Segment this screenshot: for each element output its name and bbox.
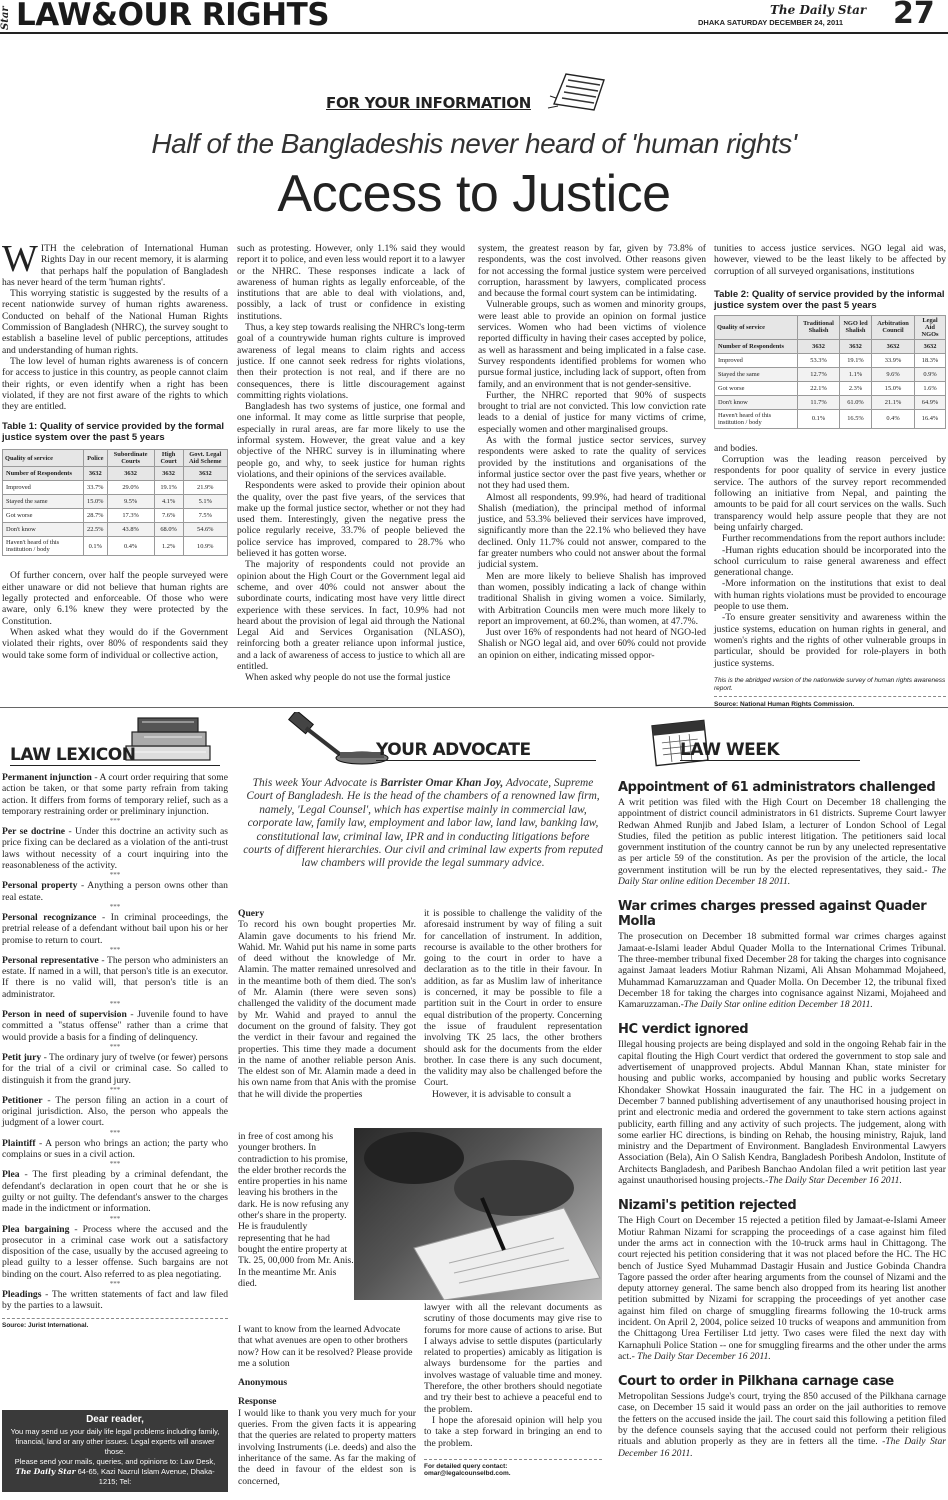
paragraph: When asked why people do not use the formal justice	[245, 672, 451, 684]
separator: ***	[109, 817, 121, 826]
news-headline: HC verdict ignored	[618, 1022, 749, 1038]
table2-caption: Table 2: Quality of service provided by the informal justice system over the past 5 years	[714, 288, 945, 311]
table-header-row: Quality of service Traditional Shalish NGO led Shalish Arbitration Council Legal Aid NGOs	[715, 315, 946, 339]
separator: ***	[109, 1042, 121, 1051]
newspaper-icon	[546, 66, 612, 112]
separator: ***	[109, 1000, 121, 1009]
paragraph: it is possible to challenge the validity of the aforesaid instrument by way of filing a suit for cancellation of instrument. In addition, recourse is available to the other brothers for going to the court in order to have a declaration as to the title in their favour. In addition, as far as Muslim law of inheritance is concerned, it may be possible to file a partition suit in the Court in order to ensure equal distribution of the property. Concerning the issue of fraudulent representation involving TK 25 lacs, the other brothers should ask for the documents from the elder brother. In case there is any such document, the validity may also be challenged before the Court.	[424, 908, 602, 1089]
feature-column-4	[714, 243, 946, 708]
dateline: DHAKA SATURDAY DECEMBER 24, 2011	[698, 18, 844, 27]
paragraph: However, it is advisable to consult a	[432, 1088, 571, 1100]
lexicon-entry: Personal property - Anything a person owns other than real estate.	[2, 880, 228, 903]
masthead	[0, 0, 948, 34]
feature-column-2	[237, 243, 465, 684]
advocate-column-1	[238, 908, 416, 1100]
section-divider	[0, 707, 948, 708]
separator: ***	[109, 1214, 121, 1223]
paragraph: I hope the aforesaid opinion will help you to take a step forward in bringing an end to the problem.	[424, 1414, 602, 1449]
lexicon-entry: Plaintiff - A person who brings an action; the party who complains or sues in a civil action.	[2, 1137, 228, 1161]
paragraph: Just over 16% of respondents had not heard of NGO-led Shalish or NGO legal aid, and over 60% could not provide an opinion on either, indicating missed oppor-	[478, 627, 706, 661]
paragraph: system, the greatest reason by far, given by 73.8% of respondents, was the cost involved. Other reasons given for not accessing the formal justice system were perceived corruption, harassment by lawyers, complicated process and because the formal court system can be intimidating.	[478, 243, 706, 300]
separator: ***	[109, 871, 121, 880]
lexicon-entry: Personal representative - The person who administers an estate. If named in a will, that person's title is an executor. If there is no valid will, that person's title is an administrator.	[2, 954, 228, 1000]
news-item	[618, 1022, 946, 1186]
reader-box-address: The Daily Star 64-65, Kazi Nazrul Islam Avenue, Dhaka-1215; Tel:	[15, 1467, 215, 1486]
table-row: Improved 53.3% 19.1% 33.9% 18.3%	[715, 353, 946, 367]
contact-label: For detailed query contact:	[424, 1459, 602, 1470]
table1	[2, 449, 228, 556]
news-item	[618, 780, 946, 887]
lexicon-entry: Plea bargaining - Process where the accused and the prosecutor in a criminal case work out a satisfactory disposition of the case, usually by the accused agreeing to plead guilty to a lesser offense. Such bargains are not binding on the court. Also referred to as plea negotiating.	[2, 1223, 228, 1280]
advocate-title: YOUR ADVOCATE	[376, 740, 596, 761]
lawweek-title: LAW WEEK	[680, 740, 860, 761]
headline: Access to Justice	[277, 165, 671, 223]
source-line: Source: National Human Rights Commission.	[714, 700, 855, 708]
advocate-column-1b	[238, 1131, 354, 1289]
paragraph: The low level of human rights awareness is of concern for access to justice in this country, as people cannot claim their rights, or even identify when a right has been violated, if they are not first aware of the rights to which they are entitled.	[2, 355, 228, 413]
paragraph: I would like to thank you very much for your queries. From the given facts it is appearing that the queries are related to property matters involving Instruments (i.e. deeds) and also the inheritance of the same. As far the making of the deed in favour of the eldest son is concerned,	[238, 1407, 416, 1487]
paper-name: The Daily Star	[770, 3, 867, 17]
dropcap: W	[2, 238, 38, 280]
paragraph: in free of cost among his younger brothers. In contradiction to his promise, the elder brother records the entire properties in his name leaving his brothers in the dark. He is now refusing any other's share in the property. He is fraudulently representing that he had bought the entire property at Tk. 25, 00,000 from Mr. Anis. In the meantime Mr. Anis died.	[238, 1131, 354, 1289]
separator: ***	[109, 1128, 121, 1137]
news-headline: Court to order in Pilkhana carnage case	[618, 1374, 894, 1390]
table-row: Don't know 11.7% 61.0% 21.1% 64.9%	[715, 395, 946, 409]
paragraph: -Human rights education should be incorporated into the school curriculum to raise general awareness and effect generational change.	[714, 544, 946, 579]
table2	[714, 315, 946, 429]
table-row: Improved 33.7% 29.0% 19.1% 21.9%	[3, 481, 228, 495]
advocate-column-2	[424, 908, 602, 1100]
news-item	[618, 1374, 946, 1459]
feature-column-1	[2, 238, 228, 661]
news-body: Illegal housing projects are being displayed and sold in the ongoing Rehab fair in the capital flouting the High Court verdict that ordered the government to stop sale and advertisement of unapproved projects. Abdul Mannan Khan, state minister for housing and public works, accompanied by housing and public works Secretary Khondaker Showkat Hossain inaugurated the fair. The HC in a judgement on December 7 banned publishing advertisement of any unauthorised housing project in print and electronic media and ordered the government to take stern actions against publicity, earth filling and any activity of such projects. The judgement, along with some earlier HC directions, is binding on Rehab, the housing ministry, Rajuk, land ministry and the Department of Environment. Bangladesh Environmental Lawyers Association (Bela), Ain O Salish Kendra, Bangladesh Poribesh Andolon, Institute of Architects Bangladesh, and Paribesh Banchao Andolan filed a writ petition last year against unauthorised housing projects.-The Daily Star December 16 2011.	[618, 1039, 946, 1187]
news-headline: Nizami's petition rejected	[618, 1198, 797, 1214]
contact-email: omar@legalcounselbd.com.	[424, 1469, 511, 1477]
deck: Half of the Bangladeshis never heard of 'human rights'	[151, 128, 797, 159]
news-body: The High Court on December 15 rejected a petition filed by Jamaat-e-Islami Ameer Motiur Rahman Nizami for scrapping the proceedings of a case against him filed under the arms act in connection with the 10-truck arms haul in Chittagong. The court rejected his petition considering that it was not placed before the HC. The HC bench of Justice Syed Muhammad Dastagir Husain and Justice Gobinda Chandra Tagore passed the order after hearing arguments from the counsel of Nizami and the deputy attorney general. The same bench also dropped from its hearing list another petition submitted by Nizami for scrapping the proceedings of yet another case against him filed on charge of smuggling firearms following the 10-truck arms incident. On April 2, 2004, police seized 10 trucks of weapons and ammunition from the Chittagong Urea Fertiliser Ltd jetty. Two cases were filed the next day with Karnaphuli Police Station -- one for smuggling firearms and the other under the arms act.- The Daily Star December 16 2011.	[618, 1215, 946, 1362]
lexicon-entry: Personal recognizance - In criminal proceedings, the pretrial release of a defendant without bail upon his or her promise to return to court.	[2, 911, 228, 946]
advocate-column-1c	[238, 1324, 416, 1487]
paragraph: and bodies.	[714, 442, 758, 454]
paragraph: lawyer with all the relevant documents as scrutiny of those documents may give rise to forums for more cause of actions to arise. But I always advise to settle disputes (particularly related to properties) amicably as litigation is always burdensome for the parties and involves wastage of valuable time and money. Therefore, the other brothers should negotiate and try their best to achieve a peaceful end to the problem.	[424, 1302, 602, 1415]
news-item	[618, 899, 946, 1010]
paragraph: Further, the NHRC reported that 90% of suspects brought to trial are not convicted. This low conviction rate leads to a denial of justice for many victims of crime, especially women and other marginalised groups.	[478, 389, 706, 435]
star-vertical-logo: Star	[0, 6, 11, 30]
paragraph: Men are more likely to believe Shalish has improved than women, possibly indicating a lack of change within traditional Shalish in giving women a voice. Similarly, with Arbitration Councils men were much more likely to report an improvement, at 60.2%, than women, at 47.7%.	[478, 570, 706, 627]
table-row: Number of Respondents 3632 3632 3632 3632	[715, 339, 946, 353]
table-row: Haven't heard of this institution / body 0.1% 16.5% 0.4% 16.4%	[715, 409, 946, 428]
lexicon-column	[2, 772, 228, 1329]
lexicon-title: LAW LEXICON	[10, 745, 220, 766]
lexicon-entry: Petitioner - The person filing an action in a court of original jurisdiction. Also, the person who appeals the judgment of a lower court.	[2, 1094, 228, 1129]
separator: ***	[109, 1085, 121, 1094]
paragraph: To record his own bought properties Mr. Alamin gave documents to his friend Mr. Wahid. Mr. Wahid put his name in some parts of deed without the knowledge of Mr. Alamin. The matter remained unresolved and in the meantime both of them died. The son's of Mr. Alamin (there were seven sons) challenged the validity of the document made by Mr. Wahid and prayed to annul the document on the ground of falsity. They got the verdict in their favour and regained the properties. This time they made a document in the name of another reliable person Anis. The eldest son of Mr. Alamin made a deed in his own name from that Anis with the promise that he will divide the properties	[238, 919, 416, 1100]
paragraph: Bangladesh has two systems of justice, one formal and one informal. It may come as little surprise that people, especially in rural areas, are far more likely to use the informal system. However, the great value and a key objective of the NHRC survey is in illuminating where people go, and why, to seek justice for human rights violations, and their opinions of the services available.	[237, 401, 465, 480]
paragraph: such as protesting. However, only 1.1% said they would report it to police, and even less would report it to a lawyer or the NHRC. These responses indicate a lack of awareness of human rights as legally enforceable, of the institutions that are able to deal with violations, and, possibly, a lack of trust or confidence in existing institutions.	[237, 243, 465, 322]
advocate-intro: This week Your Advocate is Barrister Omar Khan Joy, Advocate, Supreme Court of Bangladesh. He is the head of the chambers of a renowned law firm, namely, 'Legal Counsel', which has expertise mainly in commercial law, corporate law, family law, employment and labor law, land law, banking law, constitutional law, criminal law, IPR and in conducting litigations before courts of different hierarchies. Our civil and criminal law experts from reputed law chambers will provide the legal summary advice.	[243, 777, 603, 870]
signing-photo	[354, 1128, 602, 1300]
separator: ***	[109, 945, 121, 954]
news-body: Metropolitan Sessions Judge's court, trying the 850 accused of the Pilkhana carnage case, on December 15 said it would pass an order on the jail authorities to remove the fetters on the accused inside the jail. The court said this following a petition filed by the defence counsels saying that the accused could not perform their religious rituals and ablution properly as they are in fetters all the time. -The Daily Star December 16 2011.	[618, 1391, 946, 1459]
news-item	[618, 1198, 946, 1362]
table-row: Stayed the same 12.7% 1.1% 9.6% 0.9%	[715, 367, 946, 381]
query-label: Query	[238, 908, 265, 919]
separator: ***	[109, 902, 121, 911]
paragraph: As with the formal justice sector services, survey respondents were asked to rate the quality of services provided by the institutions and organisations of the informal justice sector over the past five years, whether or not they had used them.	[478, 435, 706, 492]
paragraph: Respondents were asked to provide their opinion about the quality, over the past five years, of the services that make up the formal justice sector, whether or not they had used them. Interestingly, given the negative press the police regularly receive, 33.7% of people believed the police service has improved, compared to 28.7% who believed it has gotten worse.	[237, 480, 465, 560]
paragraph: I want to know from the learned Advocate that what avenues are open to other brothers now? How can it be resolved? Please provide me a solution	[238, 1324, 413, 1369]
lexicon-entry: Pleadings - The written statements of fact and law filed by the parties to a lawsuit.	[2, 1288, 228, 1312]
paragraph: The majority of respondents could not provide an opinion about the High Court or the Government legal aid scheme, and over 40% could not answer about the subordinate courts, indicating most have very little direct experience with these services. In fact, 10.9% had not heard about the provision of legal aid through the National Legal Aid and Services Organisation (NLASO), reinforcing both a greater reliance upon informal justice, and a lack of awareness of access to justice to which all are entitled.	[237, 559, 465, 672]
lexicon-entry: Permanent injunction - A court order requiring that some action be taken, or that some party refrain from taking action. It differs from forms of temporary relief, such as a temporary restraining order or preliminary injunction.	[2, 772, 228, 817]
advocate-column-2b	[424, 1302, 602, 1477]
lexicon-entry: Plea - The first pleading by a criminal defendant, the defendant's declaration in open court that he or she is guilty or not guilty. The defendant's answer to the charges made in the indictment or information.	[2, 1169, 228, 1215]
lexicon-entry: Person in need of supervision - Juvenile found to have committed a "status offense" rather than a crime that would provide a basis for a finding of delinquency.	[2, 1009, 228, 1043]
survey-note: This is the abridged version of the nationwide survey of human rights awareness report.	[714, 677, 946, 697]
paragraph: When asked what they would do if the Government violated their rights, over 80% of respondents said they would take some form of individual or collective action,	[2, 626, 228, 661]
paragraph: tunities to access justice services. NGO legal aid was, however, viewed to be the least likely to be affected by corruption of all surveyed organisations, institutions	[714, 243, 946, 277]
lexicon-source: Source: Jurist International.	[2, 1318, 228, 1329]
reader-box	[2, 1410, 228, 1492]
page-number: 27	[893, 0, 935, 31]
response-label: Response	[238, 1396, 277, 1408]
table-header-row: Quality of service Police Subordinate Courts High Court Govt. Legal Aid Scheme	[3, 450, 228, 467]
news-body: A writ petition was filed with the High Court on December 18 challenging the appointment of district council administrators in 61 districts. Supreme Court lawyer Redwan Ahmed Runjib and Jabed Islam, a lecturer of London School of Legal Studies, filed the petition as public interest litigation. The petitioners said local government institution of the country cannot be run by any unelected representative as per article 59 of the constitution. As per the provision of the article, the local government institution will be run by the elected representatives, they said.- The Daily Star online edition December 18 2011.	[618, 797, 946, 888]
table-row: Stayed the same 15.0% 9.5% 4.1% 5.1%	[3, 495, 228, 509]
news-headline: Appointment of 61 administrators challenged	[618, 780, 936, 795]
table-row: Haven't heard of this institution / body 0.1% 0.4% 1.2% 10.9%	[3, 537, 228, 556]
separator: ***	[109, 1160, 121, 1169]
news-body: The prosecution on December 18 submitted formal war crimes charges against Jamaat-e-Islami leader Abdul Quader Molla to the International Crimes Tribunal. The three-member tribunal fixed December 28 for taking the charges into cognisance against Jamaat leaders Motiur Rahman Nizami, Ali Ahsan Mohammad Mojaheed, Muhammad Kamaruzzaman and Quader Molla. On December 12, the tribunal fixed December 18 for taking the charges into cognisance against Nizami, Mojaheed and Kamaruzzaman.-The Daily Star online edition December 18 2011.	[618, 931, 946, 1011]
reader-box-title: Dear reader,	[86, 1414, 144, 1425]
table-row: Got worse 22.1% 2.3% 15.0% 1.6%	[715, 381, 946, 395]
feature-column-3	[478, 243, 706, 661]
kicker: FOR YOUR INFORMATION	[326, 94, 531, 112]
table-row: Don't know 22.5% 43.8% 68.0% 54.6%	[3, 523, 228, 537]
paragraph: Thus, a key step towards realising the NHRC's long-term goal of a countrywide human rights culture is improved awareness of legal means to claim rights and access justice. If one cannot seek redress for rights violations, then their protection is not real, and if there are no consequences, there is little discouragement against committing rights violations.	[237, 322, 465, 401]
news-headline: War crimes charges pressed against Quader Molla	[618, 899, 927, 930]
table-row: Got worse 28.7% 17.3% 7.6% 7.5%	[3, 509, 228, 523]
separator: ***	[109, 1279, 121, 1288]
table-row: Number of Respondents 3632 3632 3632 3632	[3, 467, 228, 481]
paragraph: This worrying statistic is suggested by the results of a recent nationwide survey of human rights awareness. Conducted on behalf of the National Human Rights Commission of Bangladesh (NHRC), the survey sought to establish a baseline level of public perceptions, attitudes and understanding of human rights.	[2, 288, 228, 356]
paragraph: Vulnerable groups, such as women and minority groups, were least able to provide an opinion on formal justice services. Women who had been victims of violence reported difficulty in having their cases accepted by police, as well as harassment and being implicated in a false case. Survey respondents identified problems for women who pursue formal justice, including lack of support, often from family, and an environment that is not gender-sensitive.	[478, 299, 706, 390]
signature-anonymous: Anonymous	[238, 1377, 288, 1389]
paragraph: -More information on the institutions that exist to deal with human rights violations must be provided to encourage people to use them.	[714, 578, 946, 613]
table1-caption: Table 1: Quality of service provided by the formal justice system over the past 5 years	[2, 421, 225, 444]
intro-paragraph: WITH the celebration of International Human Rights Day in our recent memory, it is alarming that perhaps half the population of Bangladesh has never heard of the term 'human rights'.	[2, 238, 228, 288]
lexicon-entry: Per se doctrine - Under this doctrine an activity such as price fixing can be declared as a violation of the anti-trust laws without necessity of a court inquiring into the reasonableness of the activity.	[2, 826, 228, 872]
lawweek-column	[618, 780, 946, 1459]
lexicon-entry: Petit jury - The ordinary jury of twelve (or fewer) persons for the trial of a civil or criminal case. So called to distinguish it from the grand jury.	[2, 1051, 228, 1086]
paragraph: -To ensure greater sensitivity and awareness within the justice systems, education on human rights in general, and women's rights and the rights of other vulnerable groups in particular, should be provided for role-players in both justice systems.	[714, 612, 946, 669]
paragraph: Of further concern, over half the people surveyed were either unaware or did not believe that human rights are legally protected and enforceable. Of those who were aware, only 6.1% knew they were protected by the Constitution.	[2, 570, 228, 627]
reader-box-text: You may send us your daily life legal problems including family, financial, land or any other issues. Legal experts will answer those.	[10, 1427, 220, 1456]
section-title: LAW&OUR RIGHTS	[16, 0, 330, 33]
paragraph: Corruption was the leading reason perceived by respondents for poor quality of service in every justice service. The authors of the survey report recommended following an initiative from Nepal, and painting the amounts to be paid for all court services on the walls. Such transparency would help assure people that they are not being unfairly charged.	[714, 454, 946, 533]
paragraph: Almost all respondents, 99.9%, had heard of traditional Shalish (mediation), the principal method of informal justice, and 53.3% believed their services have improved, significantly more than the 22.1% who believed they have declined. Only 11.7% could not answer, compared to the far greater numbers who could not answer about the formal judicial system.	[478, 491, 706, 571]
paragraph: Further recommendations from the report authors include:	[722, 533, 946, 545]
signing-photo-drawing	[354, 1128, 602, 1300]
reader-box-mail: Please send your mails, queries, and opinions to: Law Desk,	[14, 1457, 216, 1466]
